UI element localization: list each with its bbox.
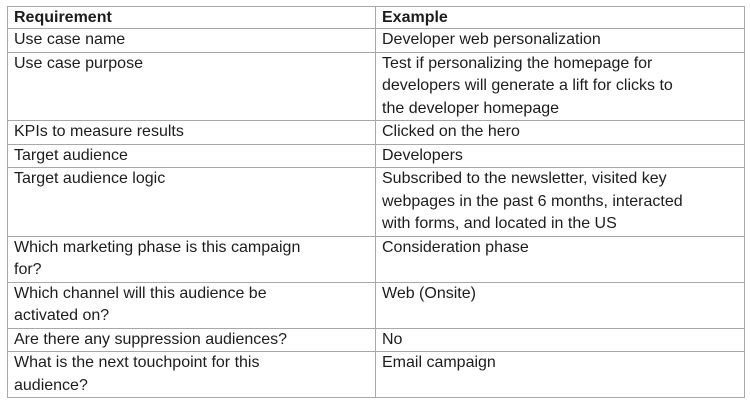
requirement-cell: Use case purpose	[8, 52, 376, 121]
table-row	[8, 282, 745, 328]
table-row	[8, 168, 745, 237]
requirement-cell: Which marketing phase is this campaign for?	[8, 236, 376, 282]
requirements-table	[7, 6, 745, 398]
example-cell: Web (Onsite)	[376, 282, 745, 328]
requirement-cell: What is the next touchpoint for this audience?	[8, 352, 376, 398]
requirement-cell: Target audience	[8, 144, 376, 168]
table-row	[8, 352, 745, 398]
table-row	[8, 52, 745, 121]
table-row	[8, 328, 745, 352]
table-row	[8, 144, 745, 168]
table-row	[8, 236, 745, 282]
requirement-cell: Use case name	[8, 29, 376, 53]
requirement-column-header: Requirement	[8, 7, 376, 29]
example-column-header: Example	[376, 7, 745, 29]
example-cell: Email campaign	[376, 352, 745, 398]
example-cell: Developers	[376, 144, 745, 168]
example-cell: Consideration phase	[376, 236, 745, 282]
requirement-cell: Which channel will this audience be activated on?	[8, 282, 376, 328]
example-cell: Developer web personalization	[376, 29, 745, 53]
example-cell: Clicked on the hero	[376, 121, 745, 145]
table-row	[8, 29, 745, 53]
requirement-cell: KPIs to measure results	[8, 121, 376, 145]
example-cell: Test if personalizing the homepage for developers will generate a lift for clicks to the developer homepage	[376, 52, 745, 121]
requirement-cell: Are there any suppression audiences?	[8, 328, 376, 352]
table-header-row	[8, 7, 745, 29]
document-page	[0, 6, 750, 402]
requirement-cell: Target audience logic	[8, 168, 376, 237]
table-row	[8, 121, 745, 145]
example-cell: Subscribed to the newsletter, visited key webpages in the past 6 months, interacted with forms, and located in the US	[376, 168, 745, 237]
example-cell: No	[376, 328, 745, 352]
